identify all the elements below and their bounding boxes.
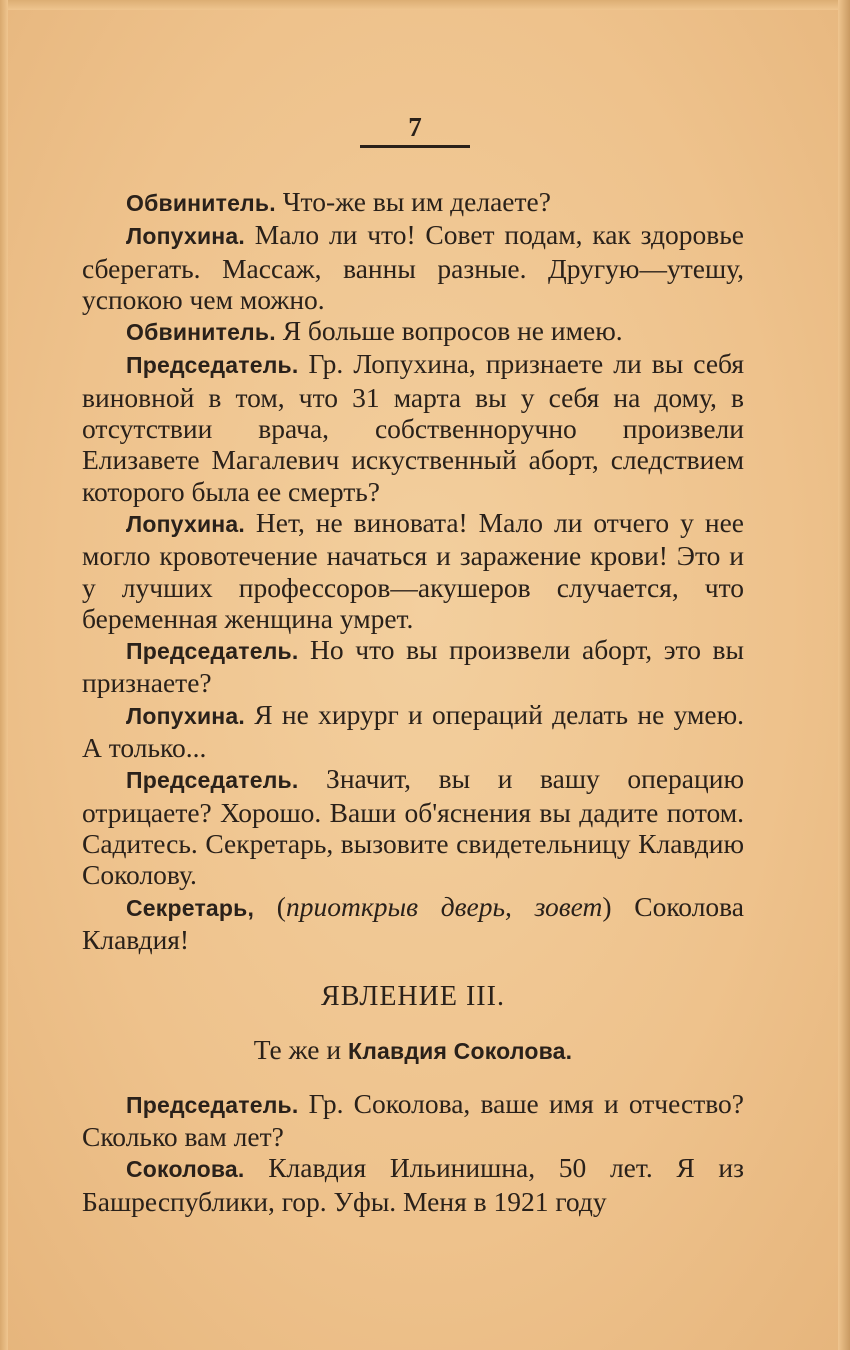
- dialogue-paragraph: [82, 1152, 744, 1217]
- speaker-name: Председатель.: [126, 352, 299, 379]
- stage-direction-open: (: [254, 890, 286, 922]
- body-text: [82, 186, 744, 1217]
- speaker-name: Соколова.: [126, 1156, 245, 1183]
- speaker-name: Председатель.: [126, 1091, 299, 1118]
- dialogue-text: Значит, вы и вашу операцию отрицаете? Хорошо. Ваши об'яснения вы дадите потом. Садитесь. Секретарь, вызовите свидетельницу Клавдию Соколову.: [82, 763, 744, 891]
- speaker-name: Лопухина.: [126, 223, 245, 250]
- scene-cast-names: Клавдия Соколова.: [347, 1038, 573, 1065]
- dialogue-paragraph: [82, 763, 744, 890]
- speaker-name: Лопухина.: [126, 702, 245, 729]
- dialogue-text: Я больше вопросов не имею.: [275, 315, 623, 347]
- dialogue-text: Гр. Лопухина, признаете ли вы себя виновной в том, что 31 марта вы у себя на дому, в отсутствии врача, собственноручно произвели Елизавете Магалевич искуственный аборт, следствием которого была ее смерть?: [82, 348, 744, 507]
- speaker-name: Обвинитель.: [126, 319, 276, 346]
- dialogue-paragraph: [82, 699, 744, 764]
- dialogue-text: Мало ли что! Совет подам, как здоровье сберегать. Массаж, ванны разные. Другую—утешу, успокою чем можно.: [82, 219, 744, 315]
- page-number: 7: [408, 112, 422, 142]
- dialogue-paragraph: [82, 348, 744, 506]
- dialogue-paragraph: [82, 1088, 744, 1153]
- dialogue-paragraph: [82, 315, 744, 348]
- dialogue-paragraph: [82, 634, 744, 699]
- stage-direction: приоткрыв дверь, зовет: [285, 890, 603, 922]
- stage-direction-close: ): [602, 890, 612, 922]
- scene-cast-prefix: Те же и: [253, 1034, 348, 1066]
- scene-cast: [82, 1034, 744, 1067]
- dialogue-text: Что-же вы им делаете?: [275, 186, 551, 217]
- page-edge-left: [0, 0, 8, 1350]
- dialogue-text: Клавдия Ильинишна, 50 лет. Я из Башреспублики, гор. Уфы. Меня в 1921 году: [82, 1152, 744, 1217]
- dialogue-text: Гр. Соколова, ваше имя и отчество? Сколько вам лет?: [82, 1087, 744, 1153]
- dialogue-paragraph-secretary: [82, 891, 744, 956]
- speaker-name: Лопухина.: [126, 510, 245, 537]
- speaker-name: Председатель.: [126, 767, 299, 794]
- speaker-name: Секретарь,: [126, 894, 255, 921]
- dialogue-text: Нет, не виновата! Мало ли отчего у нее могло кровотечение начаться и заражение крови! Это и у лучших профессоров—акушеров случается, что беременная женщина умрет.: [82, 506, 744, 634]
- dialogue-paragraph: [82, 219, 744, 315]
- scene-heading: ЯВЛЕНИЕ III.: [321, 981, 505, 1013]
- dialogue-text: Я не хирург и операций делать не умею. А только...: [82, 698, 744, 764]
- dialogue-paragraph: [82, 507, 744, 634]
- speaker-name: Обвинитель.: [126, 190, 276, 216]
- dialogue-text: Но что вы произвели аборт, это вы признаете?: [82, 634, 744, 699]
- dialogue-text: Соколова Клавдия!: [82, 890, 744, 955]
- page-edge-top: [0, 0, 850, 10]
- page-number-rule: [360, 145, 470, 148]
- dialogue-paragraph: [82, 186, 744, 219]
- speaker-name: Председатель.: [126, 638, 299, 665]
- page-edge-right: [838, 0, 850, 1350]
